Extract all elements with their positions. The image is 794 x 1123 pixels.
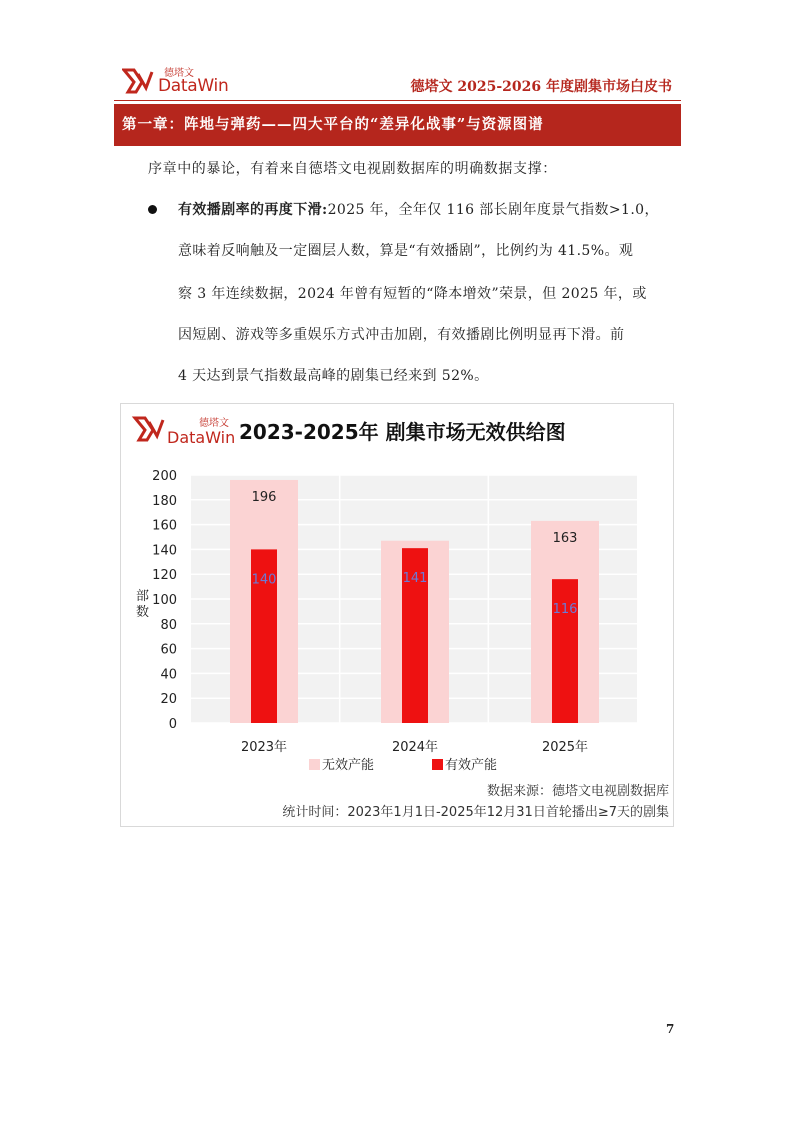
legend-swatch-effective: [432, 759, 443, 770]
y-tick-label: 120: [152, 568, 177, 584]
y-tick-label: 80: [160, 617, 177, 633]
chart-figure: [120, 403, 674, 827]
bar-chart: [121, 404, 673, 826]
chart-logo-chinese: 德塔文: [199, 418, 229, 429]
chart-logo-english: DataWin: [167, 428, 236, 447]
document-title: 德塔文 2025-2026 年度剧集市场白皮书: [410, 79, 672, 95]
y-tick-label: 140: [152, 543, 177, 559]
bullet-text: 2025 年，全年仅 116 部长剧年度景气指数>1.0，: [327, 202, 659, 218]
y-tick-label: 20: [160, 692, 177, 708]
data-label-ineffective: 163: [552, 530, 578, 546]
y-axis-label: 数: [136, 605, 150, 620]
data-label-effective: 116: [552, 602, 578, 618]
intro-paragraph: 序章中的暴论，有着来自德塔文电视剧数据库的明确数据支撑：: [148, 161, 557, 177]
x-tick-label: 2023年: [240, 740, 288, 755]
bullet-line-3: 察 3 年连续数据，2024 年曾有短暂的“降本增效”荣景，但 2025 年，或: [178, 286, 647, 302]
header-divider: [114, 100, 681, 101]
logo-english-name: DataWin: [158, 76, 229, 96]
bullet-line-5: 4 天达到景气指数最高峰的剧集已经来到 52%。: [178, 368, 489, 384]
bullet-heading: 有效播剧率的再度下滑:: [178, 202, 328, 218]
chart-period: 统计时间：2023年1月1日-2025年12月31日首轮播出≥7天的剧集: [282, 805, 669, 820]
bar-effective: [552, 579, 578, 723]
data-label-effective: 141: [402, 571, 428, 587]
legend-swatch-ineffective: [309, 759, 320, 770]
chart-source: 数据来源：德塔文电视剧数据库: [486, 784, 669, 799]
datawin-logo-mark-icon: [122, 66, 158, 96]
y-tick-label: 160: [152, 518, 177, 534]
logo-chinese-name: 德塔文: [164, 68, 194, 79]
legend-label-ineffective: 无效产能: [322, 758, 375, 773]
chart-logo: [135, 418, 163, 440]
y-tick-label: 0: [168, 717, 177, 732]
page-number: 7: [666, 1022, 675, 1036]
data-label-ineffective: 196: [251, 489, 277, 505]
y-axis-label: 部: [136, 589, 150, 604]
legend-label-effective: 有效产能: [445, 758, 498, 773]
data-label-effective: 140: [251, 572, 277, 588]
y-tick-label: 40: [160, 667, 177, 683]
bullet-line-4: 因短剧、游戏等多重娱乐方式冲击加剧，有效播剧比例明显再下滑。前: [178, 327, 625, 343]
bullet-line-2: 意味着反响触及一定圈层人数，算是“有效播剧”，比例约为 41.5%。观: [178, 243, 634, 259]
x-tick-label: 2024年: [391, 740, 439, 755]
chart-title: 2023-2025年 剧集市场无效供给图: [239, 420, 566, 444]
y-tick-label: 60: [160, 642, 177, 658]
y-tick-label: 200: [152, 469, 177, 484]
datawin-logo: [122, 64, 242, 100]
x-tick-label: 2025年: [541, 740, 589, 755]
y-tick-label: 180: [152, 493, 177, 509]
bullet-line-1: [178, 200, 659, 220]
bullet-dot-icon: [148, 205, 157, 214]
y-tick-label: 100: [152, 593, 177, 608]
chapter-heading: 第一章：阵地与弹药——四大平台的“差异化战事”与资源图谱: [114, 104, 681, 146]
